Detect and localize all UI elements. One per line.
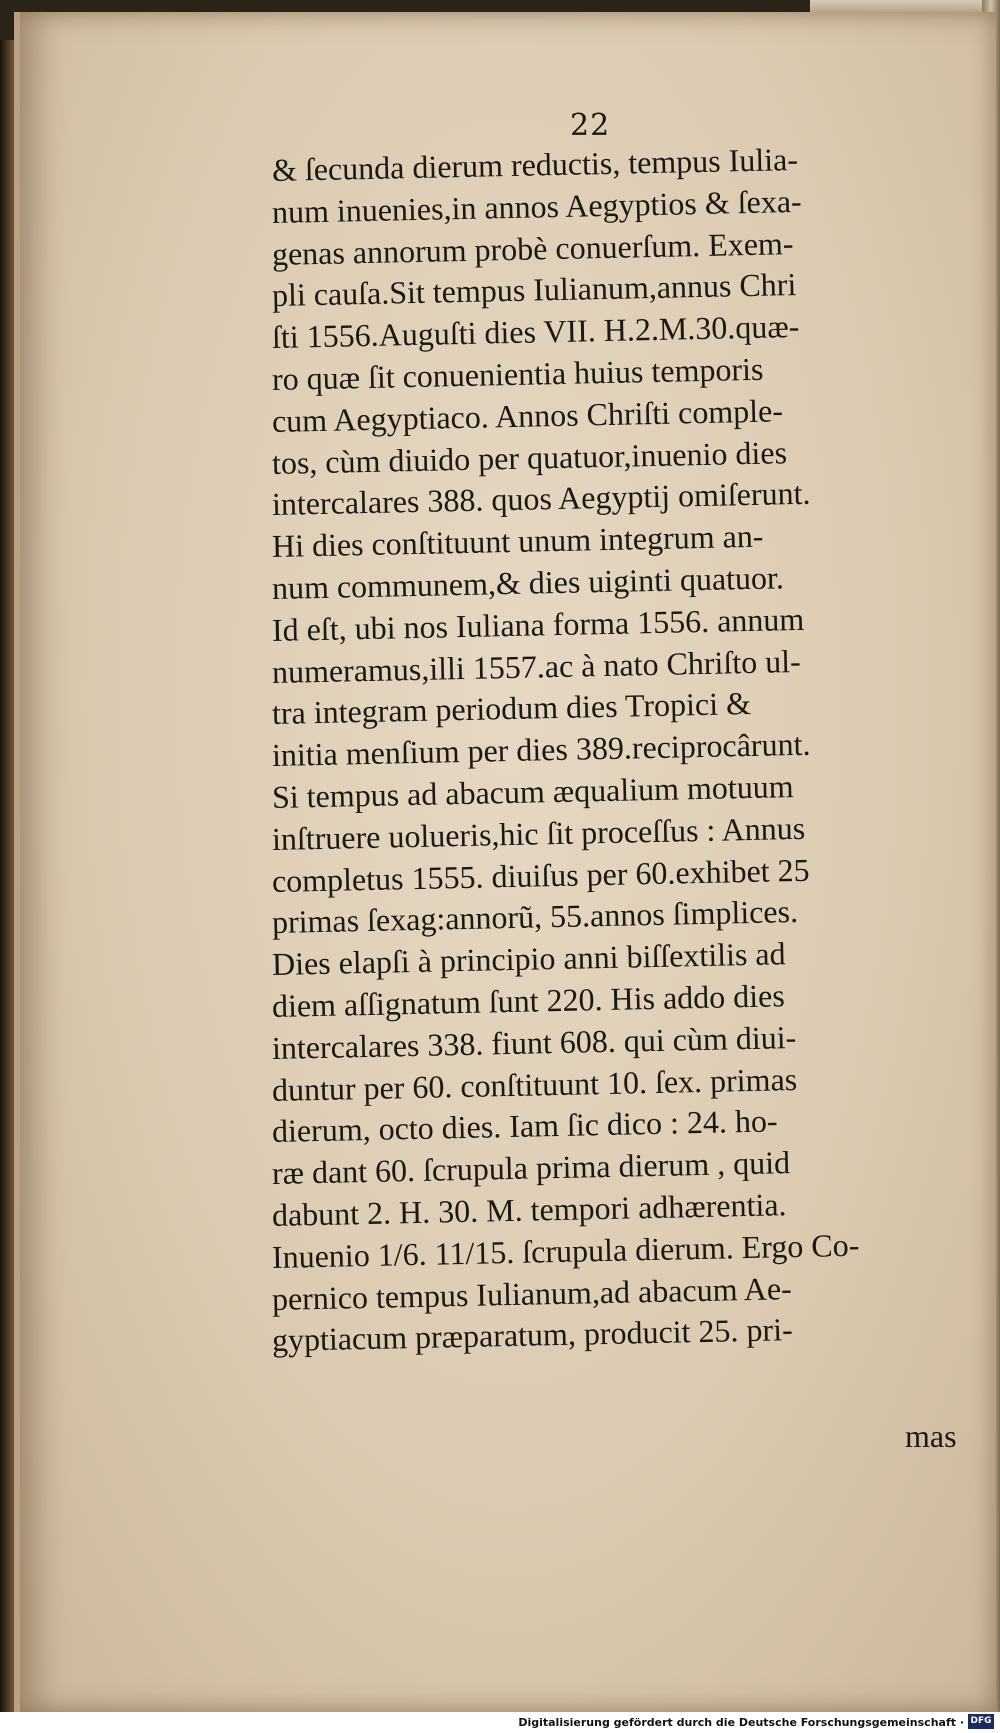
dfg-logo: DFG [968, 1714, 994, 1729]
text-line: initia menſium per dies 389.reciprocârunt. [271, 725, 811, 774]
text-block [271, 140, 962, 1362]
text-line: ræ dant 60. ſcrupula prima dierum , quid [271, 1144, 791, 1192]
page-number: 22 [570, 108, 611, 143]
text-line: pli cauſa.Sit tempus Iulianum,annus Chri [271, 266, 797, 314]
text-line: gyptiacum præparatum, producit 25. pri- [271, 1311, 794, 1359]
text-line: cum Aegyptiaco. Annos Chriſti comple- [271, 392, 784, 439]
text-line: genas annorum probè conuerſum. Exem- [271, 224, 794, 272]
text-line: ſti 1556.Auguſti dies VII. H.2.M.30.quæ- [271, 308, 800, 356]
text-line: Inuenio 1/6. 11/15. ſcrupula dierum. Ergo Co- [271, 1226, 860, 1275]
text-line: tos, cùm diuido per quatuor,inuenio dies [271, 433, 788, 481]
text-line: pernico tempus Iulianum,ad abacum Ae- [271, 1269, 793, 1317]
text-line: dabunt 2. H. 30. M. tempori adhærentia. [271, 1186, 787, 1233]
text-line: primas ſexag:annorũ, 55.annos ſimplices. [271, 893, 799, 941]
text-line: dierum, octo dies. Iam ſic dico : 24. ho- [271, 1102, 778, 1150]
text-line: & ſecunda dierum reductis, tempus Iulia- [271, 140, 799, 188]
text-line: diem aſſignatum ſunt 220. His addo dies [271, 977, 786, 1024]
text-line: inſtruere uolueris,hic ſit proceſſus : Annus [271, 809, 806, 857]
text-line: Si tempus ad abacum æqualium motuum [271, 768, 794, 815]
text-line: completus 1555. diuiſus per 60.exhibet 25 [271, 851, 810, 899]
text-line: num communem,& dies uiginti quatuor. [271, 559, 785, 606]
text-line: ro quæ ſit conuenientia huius temporis [271, 350, 764, 397]
text-line: tra integram periodum dies Tropici & [271, 685, 752, 732]
text-line: Id eſt, ubi nos Iuliana forma 1556. annum [271, 600, 805, 648]
catchword: mas [905, 1418, 957, 1454]
text-line: Hi dies conſtituunt unum integrum an- [271, 517, 764, 565]
text-line: duntur per 60. conſtituunt 10. ſex. primas [271, 1060, 798, 1108]
text-line: intercalares 338. fiunt 608. qui cùm diui- [271, 1018, 797, 1066]
text-line: numeramus,illi 1557.ac à nato Chriſto ul- [271, 642, 802, 690]
text-line: Dies elapſi à principio anni biſſextilis ad [271, 935, 786, 983]
text-line: num inuenies,in annos Aegyptios & ſexa- [271, 182, 802, 230]
text-line: intercalares 388. quos Aegyptij omiſerunt. [271, 475, 811, 523]
funding-credit: Digitalisierung gefördert durch die Deutsche Forschungsgemeinschaft · [518, 1716, 964, 1729]
